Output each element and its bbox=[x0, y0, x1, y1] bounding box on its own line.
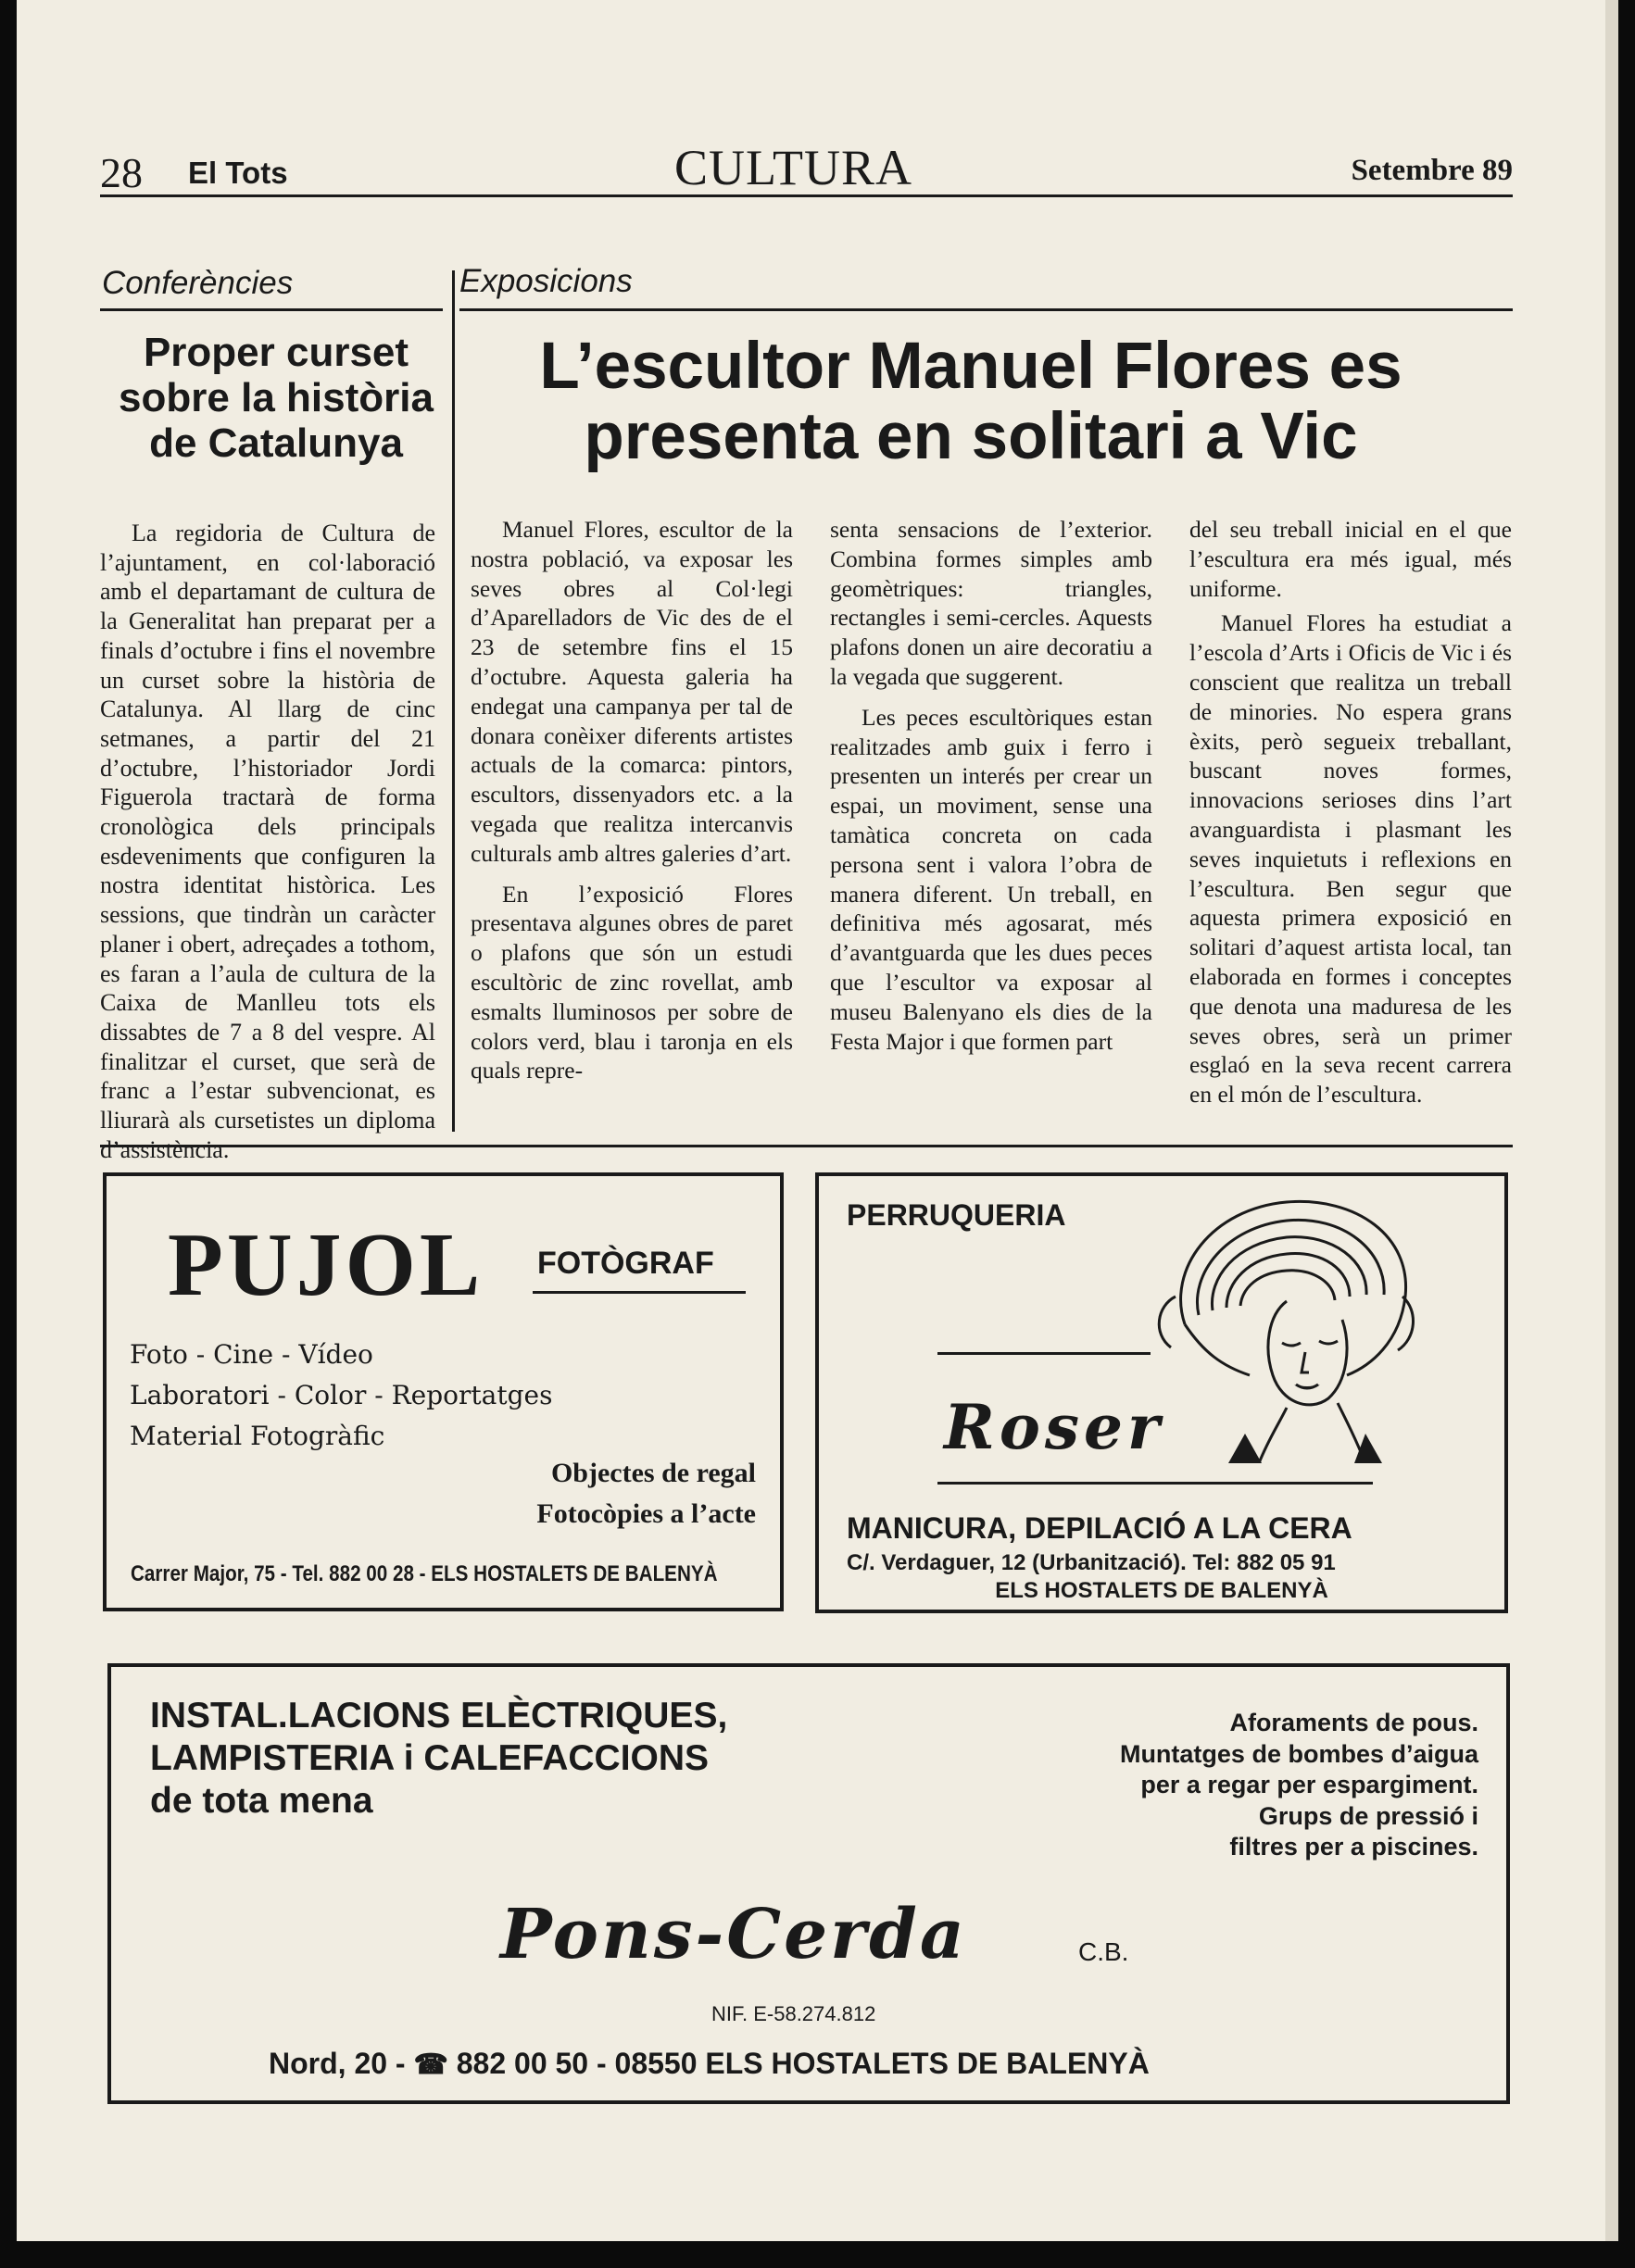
articles-bottom-rule bbox=[100, 1145, 1513, 1147]
ad-pons-heading bbox=[150, 1695, 727, 1823]
paragraph: En l’exposició Flores presentava algunes obres de paret o plafons que són un estudi escultòric de zinc rovellat, amb esmalts lluminosos per sobre de colors verd, blau i taronja en els quals repre- bbox=[471, 880, 793, 1084]
ad-pujol-service: Laboratori - Color - Reportatges bbox=[130, 1380, 553, 1410]
ad-roser-services: MANICURA, DEPILACIÓ A LA CERA bbox=[847, 1511, 1352, 1545]
ad-pujol-address: Carrer Major, 75 - Tel. 882 00 28 - ELS HOSTALETS DE BALENYÀ bbox=[131, 1561, 718, 1586]
ad-pons-cerda bbox=[107, 1663, 1510, 2104]
ad-roser-rule-top bbox=[937, 1352, 1151, 1355]
section-title: CULTURA bbox=[674, 140, 913, 195]
ad-pons-brand-suffix: C.B. bbox=[1078, 1937, 1129, 1966]
main-article-col2 bbox=[830, 515, 1152, 1061]
ad-pons-service-line: Grups de pressió i bbox=[1258, 1801, 1478, 1830]
ad-pujol-trade: FOTÒGRAF bbox=[537, 1246, 714, 1281]
page-number: 28 bbox=[100, 149, 143, 196]
left-article-body bbox=[100, 519, 435, 1170]
paragraph: del seu treball inicial en el que l’escultura era més igual, més uniforme. bbox=[1189, 516, 1512, 602]
left-kicker: Conferències bbox=[102, 265, 294, 301]
ad-pons-nif: NIF. E-58.274.812 bbox=[711, 2002, 876, 2025]
ad-pons-heading-line: LAMPISTERIA i CALEFACCIONS bbox=[150, 1738, 710, 1778]
ad-pons-heading-line: INSTAL.LACIONS ELÈCTRIQUES, bbox=[150, 1696, 728, 1735]
ad-roser-rule-bottom bbox=[937, 1482, 1373, 1485]
ad-pujol-name: PUJOL bbox=[168, 1215, 484, 1315]
ad-pujol-service: Foto - Cine - Vídeo bbox=[130, 1339, 373, 1370]
ad-pons-heading-line: de tota mena bbox=[150, 1781, 373, 1821]
ad-roser-name: Roser bbox=[944, 1391, 1164, 1463]
publication-name: El Tots bbox=[188, 156, 288, 190]
ad-roser-town: ELS HOSTALETS DE BALENYÀ bbox=[995, 1578, 1328, 1603]
main-article-col1 bbox=[471, 515, 793, 1091]
ad-roser bbox=[815, 1172, 1508, 1613]
main-kicker: Exposicions bbox=[459, 263, 633, 299]
page-edge-strip bbox=[1605, 0, 1618, 2241]
left-headline: Proper curset sobre la història de Catalunya bbox=[119, 330, 434, 466]
paragraph: Manuel Flores ha estudiat a l’escola d’Arts i Oficis de Vic i és conscient que realitza un treball de minories. No espera grans èxits, però segueix treballant, buscant noves formes, innovacions serioses dins l’art avanguardista i plasmant les seves inquietuts i reflexions en l’escultura. Ben segur que aquesta primera exposició en solitari d’aquest artista local, tan elaborada en formes i conceptes que denota una maduresa de les seves obres, serà un primer esglaó en la seva recent carrera en el món de l’escultura. bbox=[1189, 609, 1512, 1109]
ad-pujol bbox=[103, 1172, 784, 1611]
ad-pons-street: Nord, 20 - bbox=[269, 2047, 406, 2080]
ad-pons-service-line: per a regar per espargiment. bbox=[1140, 1771, 1478, 1798]
ad-roser-address: C/. Verdaguer, 12 (Urbanització). Tel: 882 05 91 bbox=[847, 1550, 1336, 1575]
ad-pujol-extra: Fotocòpies a l’acte bbox=[536, 1498, 756, 1529]
issue-date: Setembre 89 bbox=[1351, 154, 1513, 187]
left-article-text: La regidoria de Cultura de l’ajuntament, en col·laboració amb el departamant de cultura de la Generalitat han preparat per a finals d’octubre i fins el novembre un curset sobre la història de Catalunya. Al llarg de cinc setmanes, a partir del 21 d’octubre, l’historiador Jordi Figuerola tractarà de forma cronològica dels principals esdeveniments que configuren la nostra identitat històrica. Les sessions, que tindràn un caràcter planer i obert, adreçades a tothom, es faran a l’aula de cultura de la Caixa de Manlleu tots els dissabtes de 7 a 8 del vespre. Al finalitzar el curset, que serà de franc a l’estar subvencionat, es lliurarà als cursetistes un diploma d’assistència. bbox=[100, 520, 435, 1163]
woman-portrait-illustration bbox=[1148, 1185, 1426, 1463]
ad-pons-service-line: Aforaments de pous. bbox=[1229, 1709, 1478, 1736]
paragraph: senta sensacions de l’exterior. Combina formes simples amb geomètriques: triangles, rectangles i semi-cercles. Aquests plafons donen un aire decoratiu a la vegada que suggerent. bbox=[830, 516, 1152, 690]
ad-pujol-rule bbox=[533, 1291, 746, 1294]
main-kicker-rule bbox=[459, 308, 1513, 311]
ad-pujol-extra: Objectes de regal bbox=[550, 1458, 756, 1488]
main-article-col3 bbox=[1189, 515, 1512, 1115]
header-rule bbox=[100, 194, 1513, 197]
left-kicker-rule bbox=[100, 308, 443, 311]
column-divider bbox=[452, 270, 455, 1132]
ad-pons-address bbox=[269, 2047, 1150, 2081]
telephone-icon: ☎ bbox=[413, 2049, 448, 2080]
main-headline: L’escultor Manuel Flores es presenta en solitari a Vic bbox=[539, 330, 1402, 473]
paragraph: Les peces escultòriques estan realitzades amb guix i ferro i presenten un interés per crear un espai, un moviment, sense una tamàtica concreta on cada persona sent i valora l’obra de manera diferent. Un treball, en definitiva més agosarat, més d’avantguarda que les dues peces que l’escultor va exposar al museu Balenyano els dies de la Festa Major i que formen part bbox=[830, 703, 1152, 1055]
ad-pons-service-line: filtres per a piscines. bbox=[1229, 1833, 1478, 1861]
ad-pons-brand: Pons-Cerda bbox=[500, 1895, 967, 1974]
ad-pons-phone-town: 882 00 50 - 08550 ELS HOSTALETS DE BALENYÀ bbox=[456, 2047, 1150, 2080]
newspaper-page bbox=[17, 0, 1605, 2241]
ad-roser-category: PERRUQUERIA bbox=[847, 1198, 1066, 1232]
ad-pujol-service: Material Fotogràfic bbox=[130, 1421, 385, 1451]
ad-pons-service-line: Muntatges de bombes d’aigua bbox=[1119, 1739, 1478, 1768]
paragraph: Manuel Flores, escultor de la nostra població, va exposar les seves obres al Col·legi d’Aparelladors de Vic des de el 23 de setembre fins el 15 d’octubre. Aquesta galeria ha endegat una campanya per tal de donara conèixer diferents artistes actuals de la comarca: pintors, escultors, dissenyadors etc. a la vegada que realitza intercanvis culturals amb altres galeries d’art. bbox=[471, 516, 793, 867]
ad-pons-services bbox=[1120, 1708, 1478, 1863]
